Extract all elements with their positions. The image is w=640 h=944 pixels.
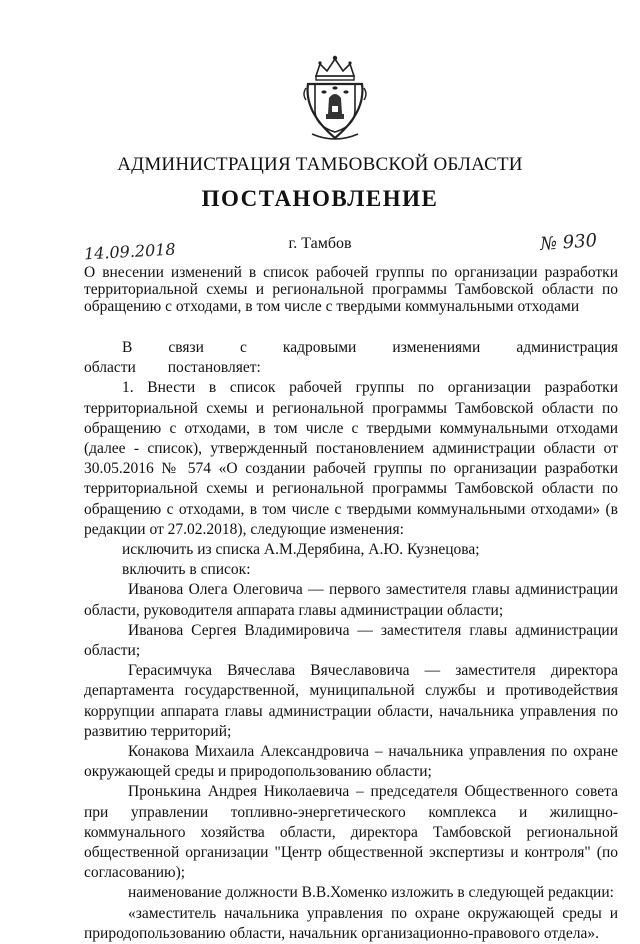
- document-body: [84, 338, 618, 944]
- body-paragraph-include: включить в список:: [122, 561, 251, 579]
- document-number: № 930: [539, 230, 598, 255]
- body-paragraph-new-position: «заместитель начальника управления по охране окружающей среды и природопользованию области, начальник организационно-правового отдела».: [84, 904, 618, 942]
- document-subject: О внесении изменений в список рабочей группы по организации разработки территориальной схемы и региональной программы Тамбовской области по обращению с отходами, в том числе с твердыми коммунальными отходами: [84, 264, 618, 315]
- body-paragraph-item-1: 1. Внести в список рабочей группы по организации разработки территориальной схемы и региональной программы Тамбовской области по обращению с отходами, в том числе с твердыми коммунальными отходами (далее - список), утвержденный постановлением администрации области от 30.05.2016 № 574 «О создании рабочей группы по организации разработки территориальной схемы и региональной программы Тамбовской области по обращению с отходами, в том числе с твердыми коммунальными отходами» (в редакции от 27.02.2018), следующие изменения:: [84, 379, 618, 538]
- body-paragraph-member-pronkin: Пронькина Андрея Николаевича – председателя Общественного совета при управлении топливно-энергетического комплекса и жилищно-коммунального хозяйства области, директора Тамбовской региональной общественной организации "Центр общественной экспертизы и контроля" (по согласованию);: [84, 783, 618, 882]
- body-paragraph-member-ivanov-o: Иванова Олега Олеговича — первого заместителя главы администрации области, руководителя аппарата главы администрации области;: [84, 581, 618, 619]
- body-paragraph-rename-position: наименование должности В.В.Хоменко изложить в следующей редакции:: [128, 884, 614, 902]
- body-paragraph-member-ivanov-s: Иванова Сергея Владимировича — заместителя главы администрации области;: [84, 621, 618, 660]
- body-paragraph-member-gerasimchuk: Герасимчука Вячеслава Вячеславовича — заместителя директора департамента государственной, муниципальной службы и противодействия коррупции аппарата главы администрации области, начальника управления по развитию территорий;: [84, 662, 618, 740]
- coat-of-arms-emblem-icon: [302, 54, 368, 140]
- document-type-title: ПОСТАНОВЛЕНИЕ: [201, 186, 439, 211]
- document-date: 14.09.2018: [83, 239, 177, 264]
- document-city: г. Тамбов: [288, 235, 352, 252]
- body-paragraph-preamble: В связи с кадровыми изменениями администрация области постановляет:: [84, 339, 618, 377]
- organization-title: АДМИНИСТРАЦИЯ ТАМБОВСКОЙ ОБЛАСТИ: [117, 154, 523, 175]
- body-paragraph-exclude: исключить из списка А.М.Дерябина, А.Ю. Кузнецова;: [122, 541, 480, 559]
- body-paragraph-member-konakov: Конакова Михаила Александровича – начальника управления по охране окружающей среды и природопользованию области;: [84, 743, 618, 781]
